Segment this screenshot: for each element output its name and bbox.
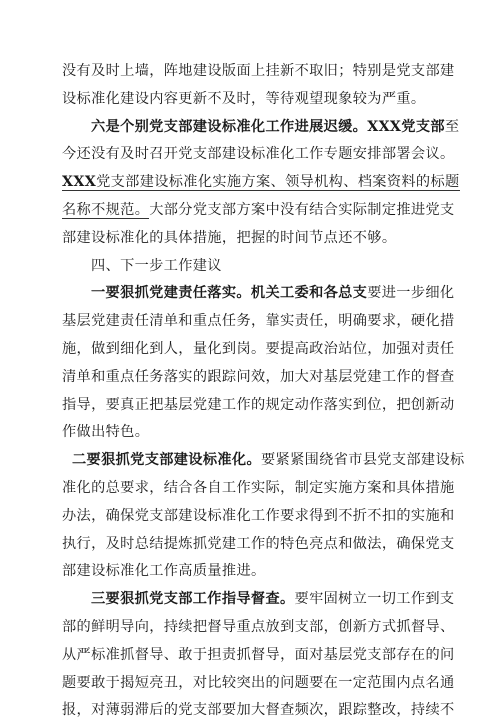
paragraph-suggestion-1 [62,280,455,447]
text-span: 要紧紧围绕省市县党支部建设标 [261,452,465,469]
paragraph-suggestion-2 [62,447,465,586]
text-line [62,197,455,225]
text-line: 部的鲜明导向，持续把督导重点放到支部，创新方式抓督导、 [62,618,455,635]
paragraph-suggestion-3 [62,586,455,725]
text-line: 指导，要真正把基层党建工作的规定动作落实到位，把创新动 [62,396,455,413]
text-line [62,447,465,475]
text-line: 设标准化建设内容更新不及时，等待观望现象较为严重。 [62,90,426,107]
bold-lead: 六是个别党支部建设标准化工作进展迟缓。XXX党支部 [91,118,445,135]
text-line: 执行，及时总结提炼抓党建工作的特色亮点和做法，确保党支 [62,535,455,552]
text-line: 从严标准抓督导、敢于担责抓督导，面对基层党支部存在的问 [62,646,455,663]
underlined-span: 党支部建设标准化实施方案、领导机构、档案资料的标题 [96,174,460,191]
text-line: 没有及时上墙，阵地建设版面上挂新不取旧；特别是党支部建 [62,63,455,79]
text-span: 要牢固树立一切工作到支 [294,591,455,608]
text-line: 题要敢于揭短亮丑，对比较突出的问题要在一定范围内点名通 [62,674,455,691]
text-line: 办法，确保党支部建设标准化工作要求得到不折不扣的实施和 [62,507,455,524]
text-line: 准化的总要求，结合各自工作实际，制定实施方案和具体措施 [62,479,455,496]
text-line: 施，做到细化到人，量化到岗。要提高政治站位，加强对责任 [62,340,455,357]
bold-underlined-span: XXX [62,174,97,191]
bold-lead: 三要狠抓党支部工作指导督查。 [91,591,295,608]
underlined-span: 名称不规范。 [62,201,150,218]
text-span: 至 [444,118,460,135]
text-line: 部建设标准化工作高质量推进。 [62,563,266,580]
bold-lead: 二要狠抓党支部建设标准化。 [72,452,261,469]
text-span: 要进一步细化 [367,285,455,302]
text-line: 今还没有及时召开党支部建设标准化工作专题安排部署会议。 [62,146,455,163]
text-line: 基层党建责任清单和重点任务，靠实责任，明确要求，硬化措 [62,313,455,330]
text-line: 作做出特色。 [62,424,150,441]
section-heading: 四、下一步工作建议 [91,257,222,274]
text-line: 部建设标准化的具体措施，把握的时间节点还不够。 [62,229,397,246]
text-line: 清单和重点任务落实的跟踪问效，加大对基层党建工作的督查 [62,368,455,385]
paragraph-6 [62,114,460,253]
paragraph-3-continued [62,58,455,114]
text-line [62,114,460,142]
text-line [62,586,455,614]
text-line [62,280,455,308]
bold-lead: 一要狠抓党建责任落实。机关工委和各总支 [91,285,368,302]
text-line: 报，对薄弱滞后的党支部要加大督查频次，跟踪整改，持续不 [62,702,455,719]
text-span: 大部分党支部方案中没有结合实际制定推进党支 [149,201,455,218]
text-line [62,169,460,197]
